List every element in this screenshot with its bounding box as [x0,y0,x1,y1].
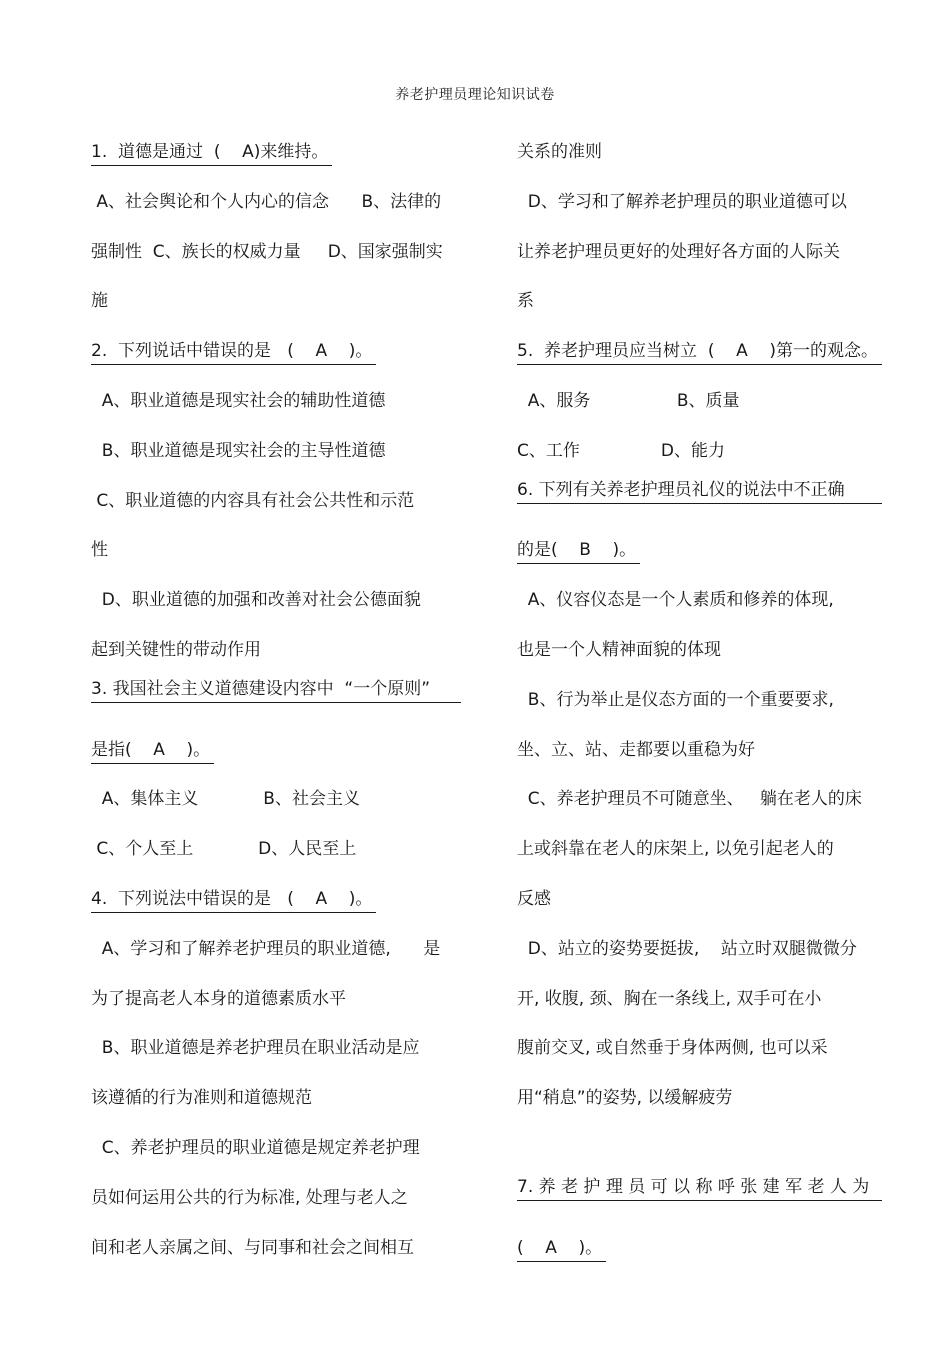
right-line [517,1024,882,1074]
right-line [517,427,882,477]
right-line [517,228,882,278]
right-line [517,576,882,626]
answer-text: 关系的准则 [517,142,602,162]
question-stem: 7. 养 老 护 理 员 可 以 称 呼 张 建 军 老 人 为 [517,1174,882,1201]
answer-text: 间和老人亲属之间、与同事和社会之间相互 [91,1237,414,1258]
question-stem: 5. 养老护理员应当树立 ( A )第一的观念。 [517,338,882,365]
answer-text: C、工作 D、能力 [517,440,726,461]
left-line [91,1024,461,1074]
right-column [517,128,882,1273]
answer-text: D、学习和了解养老护理员的职业道德可以 [517,191,847,212]
left-line [91,178,461,228]
question-stem: 6. 下列有关养老护理员礼仪的说法中不正确 [517,477,882,504]
right-line [517,377,882,427]
right-line [517,626,882,676]
answer-text: 让养老护理员更好的处理好各方面的人际关 [517,241,840,262]
answer-text: 反感 [517,888,551,909]
question-stem: 4. 下列说法中错误的是 ( A )。 [91,886,376,913]
answer-text: 开, 收腹, 颈、胸在一条线上, 双手可在小 [517,988,822,1009]
question-stem: 是指( A )。 [91,737,214,764]
answer-text: A、职业道德是现实社会的辅助性道德 [91,390,386,411]
left-line [91,875,461,925]
right-line [517,1224,882,1274]
right-line [517,128,882,178]
right-line [517,875,882,925]
right-line [517,1174,882,1224]
answer-text: B、行为举止是仪态方面的一个重要要求, [517,689,834,710]
answer-text: B、职业道德是现实社会的主导性道德 [91,440,386,461]
right-line [517,726,882,776]
right-line [517,477,882,527]
left-line [91,128,461,178]
right-line [517,676,882,726]
right-line [517,975,882,1025]
left-line [91,825,461,875]
answer-text: 起到关键性的带动作用 [91,639,261,660]
left-line [91,477,461,527]
left-column [91,128,461,1273]
right-line [517,825,882,875]
answer-text: C、养老护理员不可随意坐、 躺在老人的床 [517,789,862,810]
question-stem: 1. 道德是通过 ( A)来维持。 [91,139,332,166]
left-line [91,1074,461,1124]
left-line [91,925,461,975]
answer-text: C、职业道德的内容具有社会公共性和示范 [91,490,415,511]
right-line [517,277,882,327]
right-line [517,1074,882,1124]
left-line [91,377,461,427]
answer-text: C、养老护理员的职业道德是规定养老护理 [91,1137,420,1158]
answer-text: 系 [517,291,534,312]
answer-text: 用“稍息”的姿势, 以缓解疲劳 [517,1088,733,1109]
question-stem: 2. 下列说话中错误的是 ( A )。 [91,338,376,365]
left-line [91,626,461,676]
page-title: 养老护理员理论知识试卷 [395,87,555,103]
answer-text: 腹前交叉, 或自然垂于身体两侧, 也可以采 [517,1038,828,1059]
answer-text: 强制性 C、族长的权威力量 D、国家强制实 [91,241,443,262]
right-spacer [517,1124,882,1174]
left-line [91,775,461,825]
answer-text: A、学习和了解养老护理员的职业道德, 是 [91,938,441,959]
answer-text: A、社会舆论和个人内心的信念 B、法律的 [91,191,442,212]
left-line [91,676,461,726]
question-stem: ( A )。 [517,1235,606,1262]
answer-text: 坐、立、站、走都要以重稳为好 [517,739,755,760]
left-line [91,975,461,1025]
answer-text: 施 [91,291,108,312]
right-line [517,775,882,825]
right-line [517,178,882,228]
left-line [91,1124,461,1174]
left-line [91,576,461,626]
answer-text: A、仪容仪态是一个人素质和修养的体现, [517,590,834,611]
left-line [91,1224,461,1274]
answer-text: 上或斜靠在老人的床架上, 以免引起老人的 [517,839,834,860]
answer-text: 性 [91,540,108,561]
left-line [91,277,461,327]
answer-text: 为了提高老人本身的道德素质水平 [91,988,346,1009]
answer-text: 员如何运用公共的行为标准, 处理与老人之 [91,1187,408,1208]
right-line [517,327,882,377]
answer-text: D、站立的姿势要挺拔, 站立时双腿微微分 [517,938,857,959]
answer-text: B、职业道德是养老护理员在职业活动是应 [91,1038,420,1059]
answer-text: 该遵循的行为准则和道德规范 [91,1088,312,1109]
left-line [91,427,461,477]
right-line [517,925,882,975]
answer-text: A、集体主义 B、社会主义 [91,789,360,810]
right-line [517,526,882,576]
answer-text: D、职业道德的加强和改善对社会公德面貌 [91,590,421,611]
left-line [91,526,461,576]
question-stem: 的是( B )。 [517,537,640,564]
question-stem: 3. 我国社会主义道德建设内容中 “一个原则” [91,676,461,703]
left-line [91,726,461,776]
answer-text: C、个人至上 D、人民至上 [91,839,357,860]
left-line [91,327,461,377]
left-line [91,228,461,278]
left-line [91,1174,461,1224]
answer-text: 也是一个人精神面貌的体现 [517,639,721,660]
answer-text: A、服务 B、质量 [517,390,740,411]
